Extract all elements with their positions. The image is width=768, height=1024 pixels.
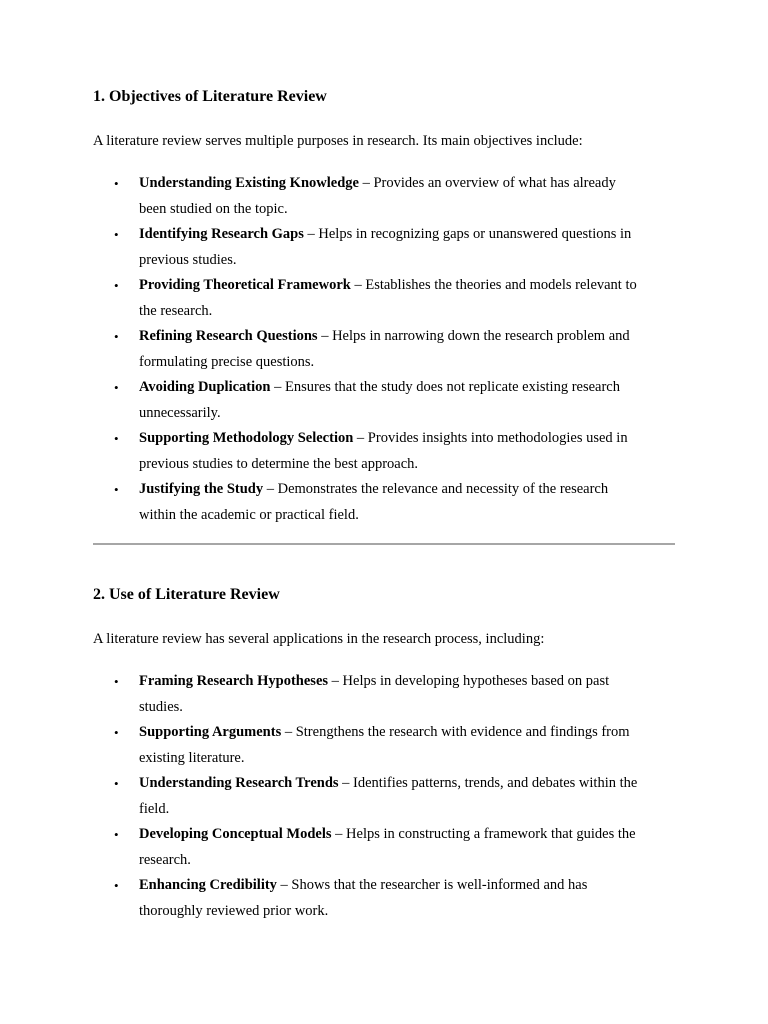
item-text: – Demonstrates the relevance and necessity of the research [263,481,609,497]
section-2-intro: A literature review has several applications in the research process, including: [93,631,545,647]
list-item [0,375,679,426]
item-text: – Provides an overview of what has already [358,175,616,191]
item-text: – Strengthens the research with evidence and findings from [281,724,630,740]
item-text: – Helps in constructing a framework that guides the [331,826,636,842]
list-item [0,273,679,324]
item-term: Justifying the Study [139,481,264,497]
section-divider [93,543,675,545]
bullet-icon: • [114,482,119,497]
section-2-list [0,669,768,924]
list-item [0,324,679,375]
list-item [0,477,679,528]
item-text: – Helps in narrowing down the research problem and [317,328,630,344]
item-term: Framing Research Hypotheses [139,673,329,689]
item-term: Understanding Existing Knowledge [139,175,359,191]
bullet-icon: • [114,827,119,842]
section-1-intro: A literature review serves multiple purposes in research. Its main objectives include: [93,133,583,149]
bullet-icon: • [114,674,119,689]
list-item [0,222,679,273]
list-item [0,720,679,771]
item-text-continued: studies. [139,698,183,715]
bullet-icon: • [114,380,119,395]
item-text: – Provides insights into methodologies used in [353,430,628,446]
item-term: Supporting Methodology Selection [139,430,354,446]
bullet-icon: • [114,278,119,293]
list-item [0,669,679,720]
item-text: – Helps in developing hypotheses based on past [328,673,610,689]
section-1-list [0,171,768,528]
item-term: Supporting Arguments [139,724,282,740]
item-text-continued: unnecessarily. [139,404,221,421]
item-term: Developing Conceptual Models [139,826,332,842]
item-text: – Helps in recognizing gaps or unanswered questions in [303,226,632,242]
item-text-continued: field. [139,800,170,817]
item-text-continued: formulating precise questions. [139,353,315,370]
item-term: Understanding Research Trends [139,775,339,791]
item-term: Avoiding Duplication [139,379,271,395]
item-text: – Shows that the researcher is well-informed and has [276,877,588,893]
bullet-icon: • [114,329,119,344]
item-text: – Establishes the theories and models relevant to [350,277,637,293]
item-text-continued: been studied on the topic. [139,200,288,217]
item-text-continued: research. [139,851,191,868]
item-text-continued: previous studies. [139,251,237,268]
item-text: – Identifies patterns, trends, and debates within the [338,775,638,791]
item-term: Refining Research Questions [139,328,318,344]
list-item [0,426,679,477]
bullet-icon: • [114,176,119,191]
bullet-icon: • [114,776,119,791]
list-item [0,822,679,873]
list-item [0,771,679,822]
item-text-continued: within the academic or practical field. [139,506,359,523]
bullet-icon: • [114,431,119,446]
item-term: Enhancing Credibility [139,877,277,893]
item-text-continued: thoroughly reviewed prior work. [139,902,329,919]
item-text: – Ensures that the study does not replicate existing research [270,379,620,395]
list-item [0,873,679,924]
item-term: Providing Theoretical Framework [139,277,351,293]
section-1-heading: 1. Objectives of Literature Review [93,88,327,105]
section-2-heading: 2. Use of Literature Review [93,586,280,603]
bullet-icon: • [114,227,119,242]
bullet-icon: • [114,878,119,893]
list-item [0,171,679,222]
item-term: Identifying Research Gaps [139,226,304,242]
item-text-continued: previous studies to determine the best approach. [139,455,419,472]
bullet-icon: • [114,725,119,740]
item-text-continued: the research. [139,302,213,319]
item-text-continued: existing literature. [139,749,245,766]
